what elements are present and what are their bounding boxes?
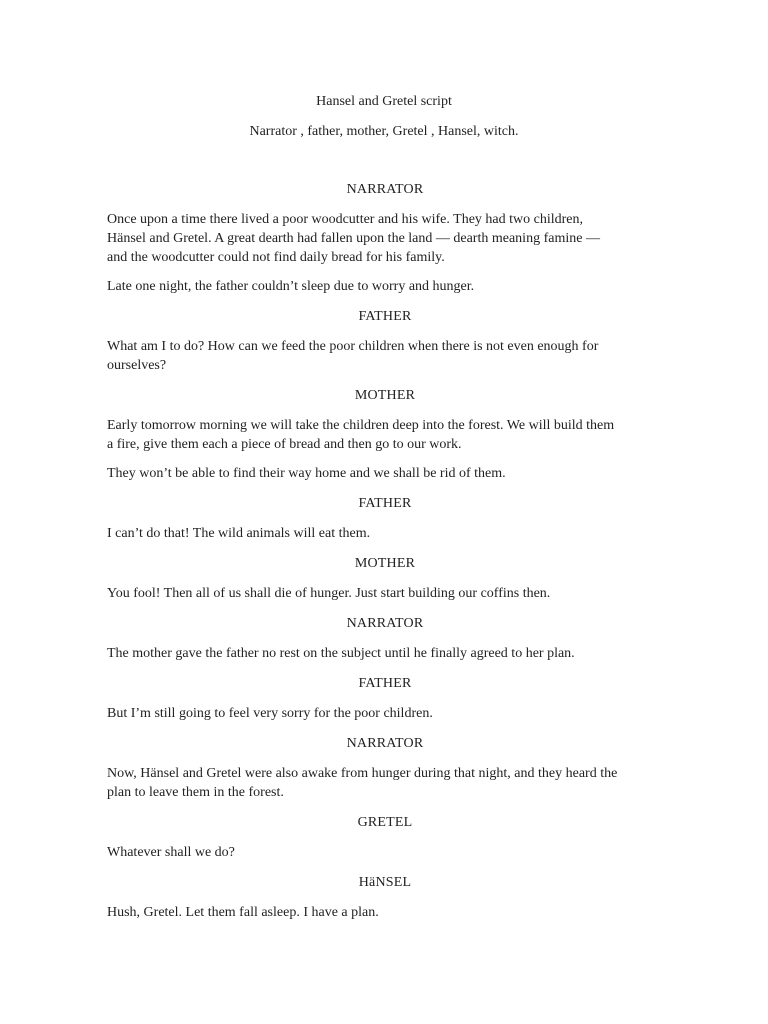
- script-block: [107, 308, 663, 375]
- script-block: [107, 387, 663, 483]
- dialogue-paragraph: But I’m still going to feel very sorry for the poor children.: [107, 706, 433, 721]
- dialogue-paragraph: You fool! Then all of us shall die of hunger. Just start building our coffins then.: [107, 586, 551, 601]
- dialogue-paragraph: Whatever shall we do?: [107, 845, 235, 860]
- dialogue-paragraph: They won’t be able to find their way home and we shall be rid of them.: [107, 466, 506, 481]
- script-block: [107, 675, 663, 723]
- dialogue-paragraph: Once upon a time there lived a poor woodcutter and his wife. They had two children, Hänsel and Gretel. A great dearth had fallen upon the land — dearth meaning famine — and the woodcutter could not find daily bread for his family.: [107, 212, 600, 265]
- script-block: [107, 495, 663, 543]
- speaker-name: NARRATOR: [346, 736, 424, 751]
- speaker-name: FATHER: [358, 309, 412, 324]
- script-block: [107, 735, 663, 802]
- dialogue-paragraph: Late one night, the father couldn’t sleep due to worry and hunger.: [107, 279, 475, 294]
- speaker-name: FATHER: [358, 496, 412, 511]
- speaker-name: MOTHER: [354, 556, 416, 571]
- dialogue-paragraph: Early tomorrow morning we will take the children deep into the forest. We will build them a fire, give them each a piece of bread and then go to our work.: [107, 418, 615, 452]
- speaker-name: GRETEL: [357, 815, 413, 830]
- dialogue-paragraph: I can’t do that! The wild animals will eat them.: [107, 526, 371, 541]
- speaker-name: NARRATOR: [346, 616, 424, 631]
- script-block: [107, 874, 663, 922]
- dialogue-paragraph: What am I to do? How can we feed the poor children when there is not even enough for ourselves?: [107, 339, 599, 373]
- script-block: [107, 555, 663, 603]
- dialogue-paragraph: The mother gave the father no rest on the subject until he finally agreed to her plan.: [107, 646, 575, 661]
- speaker-name: NARRATOR: [346, 182, 424, 197]
- script-body: [107, 181, 663, 934]
- dialogue-paragraph: Now, Hänsel and Gretel were also awake from hunger during that night, and they heard the plan to leave them in the forest.: [107, 766, 618, 800]
- script-block: [107, 181, 663, 296]
- page-title: Hansel and Gretel script: [316, 94, 452, 109]
- cast-list: Narrator , father, mother, Gretel , Hansel, witch.: [249, 124, 519, 139]
- speaker-name: FATHER: [358, 676, 412, 691]
- script-block: [107, 814, 663, 862]
- speaker-name: HäNSEL: [358, 875, 412, 890]
- speaker-name: MOTHER: [354, 388, 416, 403]
- dialogue-paragraph: Hush, Gretel. Let them fall asleep. I have a plan.: [107, 905, 379, 920]
- script-block: [107, 615, 663, 663]
